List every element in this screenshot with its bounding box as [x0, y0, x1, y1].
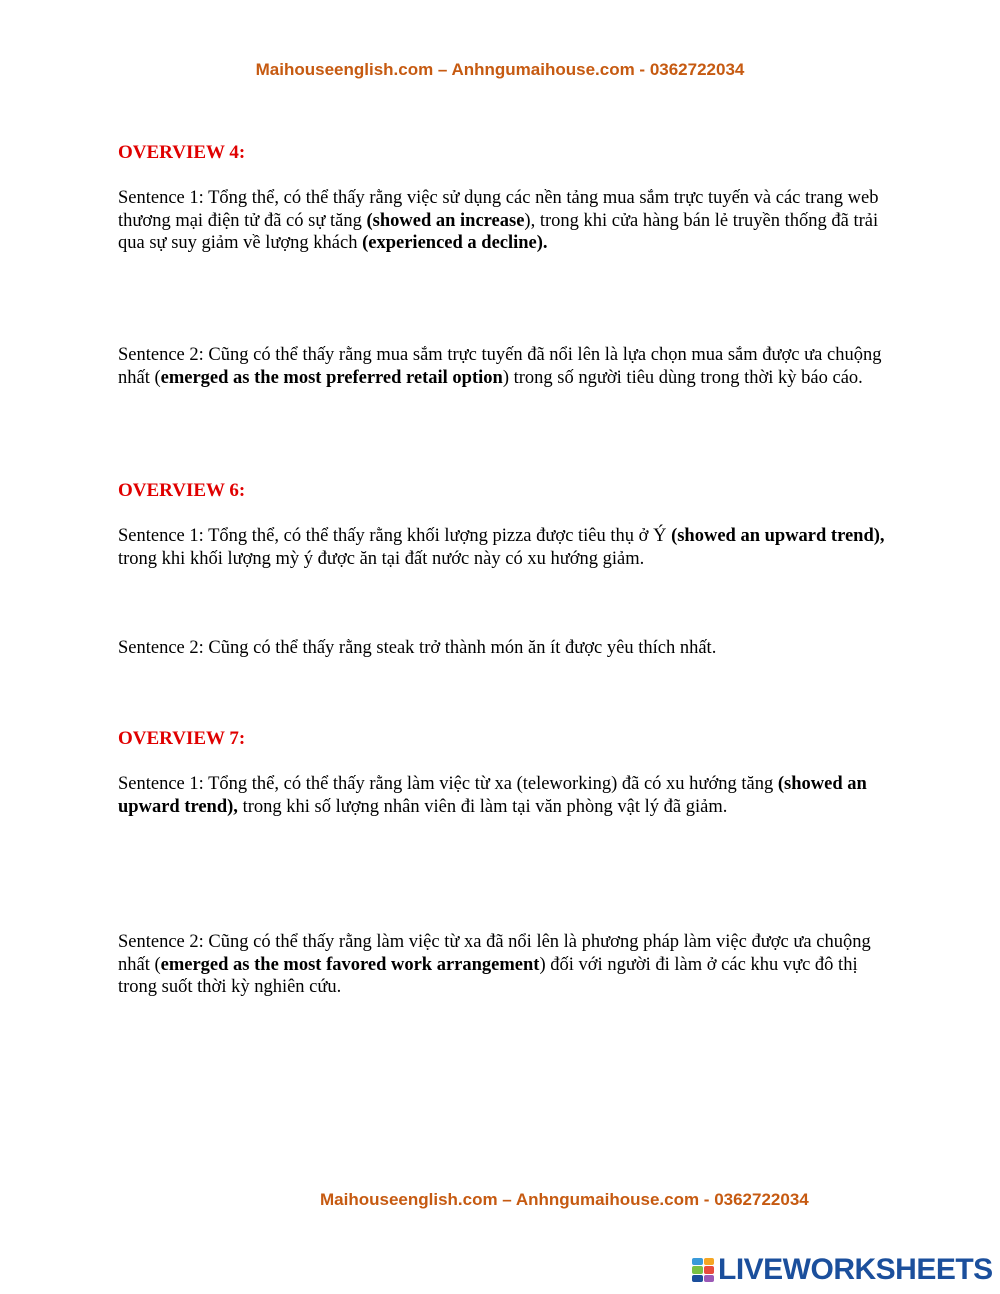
section-heading: OVERVIEW 4: — [118, 142, 246, 163]
sentence-paragraph: Sentence 1: Tổng thể, có thể thấy rằng làm việc từ xa (teleworking) đã có xu hướng tăng (showed an upward trend), trong khi số lượng nhân viên đi làm tại văn phòng vật lý đã giảm. — [118, 774, 867, 817]
brand-wordmark: LIVEWORKSHEETS — [718, 1253, 993, 1286]
liveworksheets-logo[interactable] — [692, 1255, 993, 1285]
logo-blocks-icon — [692, 1258, 714, 1282]
section-heading: OVERVIEW 6: — [118, 480, 246, 501]
sentence-paragraph: Sentence 2: Cũng có thể thấy rằng làm việc từ xa đã nổi lên là phương pháp làm việc được ưa chuộng nhất (emerged as the most favored work arrangement) đối với người đi làm ở các khu vực đô thị trong suốt thời kỳ nghiên cứu. — [118, 932, 871, 997]
page-header: Maihouseenglish.com – Anhngumaihouse.com - 0362722034 — [255, 60, 745, 79]
page-footer: Maihouseenglish.com – Anhngumaihouse.com - 0362722034 — [320, 1190, 809, 1209]
sentence-paragraph: Sentence 1: Tổng thể, có thể thấy rằng khối lượng pizza được tiêu thụ ở Ý (showed an upward trend), trong khi khối lượng mỳ ý được ăn tại đất nước này có xu hướng giảm. — [118, 526, 885, 569]
section-heading: OVERVIEW 7: — [118, 728, 246, 749]
sentence-paragraph: Sentence 2: Cũng có thể thấy rằng mua sắm trực tuyến đã nổi lên là lựa chọn mua sắm được ưa chuộng nhất (emerged as the most preferred retail option) trong số người tiêu dùng trong thời kỳ báo cáo. — [118, 345, 882, 388]
sentence-paragraph: Sentence 2: Cũng có thể thấy rằng steak trở thành món ăn ít được yêu thích nhất. — [118, 638, 717, 658]
sentence-paragraph: Sentence 1: Tổng thể, có thể thấy rằng việc sử dụng các nền tảng mua sắm trực tuyến và các trang web thương mại điện tử đã có sự tăng (showed an increase), trong khi cửa hàng bán lẻ truyền thống đã trải qua sự suy giảm về lượng khách (experienced a decline). — [118, 188, 879, 253]
